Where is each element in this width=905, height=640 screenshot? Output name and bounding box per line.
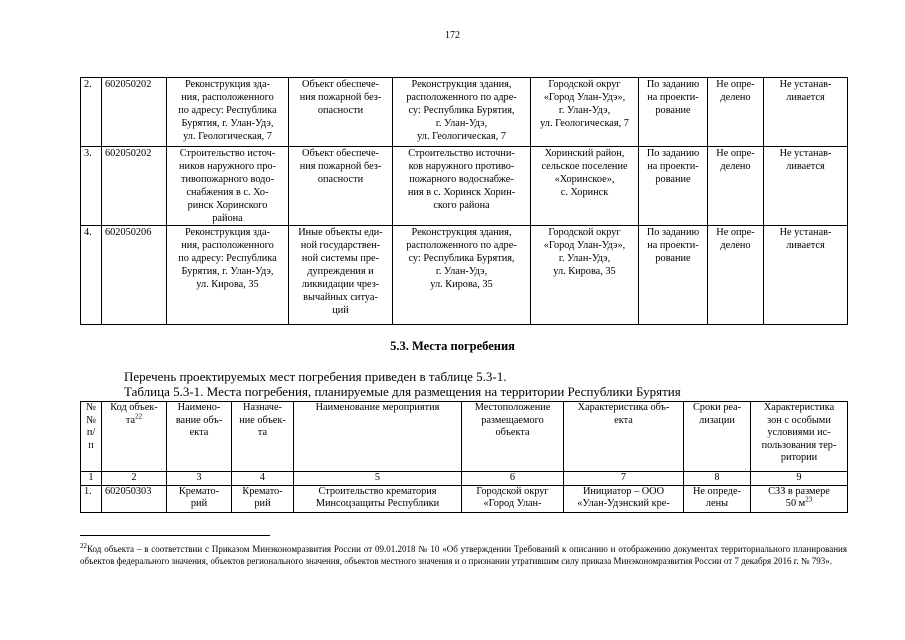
- object-purpose: Кремато- рий: [232, 485, 294, 512]
- header-cell: Местоположение размещаемого объекта: [462, 402, 564, 472]
- col-number: 2: [102, 472, 167, 486]
- header-cell: Характеристика объ- екта: [564, 402, 684, 472]
- code-header-line2: та: [125, 414, 136, 426]
- object-characteristic: Инициатор – ООО «Улан-Удэнский кре-: [564, 485, 684, 512]
- footnote: [80, 543, 847, 567]
- page-number: 172: [445, 30, 460, 41]
- zone-line2: 50 м: [785, 498, 806, 509]
- cell-action: Реконструкция здания, расположенного по адре- су: Республика Бурятия, г. Улан-Удэ, ул. Геологическая, 7: [393, 78, 531, 147]
- header-cell: Наимено- вание объ- екта: [167, 402, 232, 472]
- cell-basis: По заданию на проекти- рование: [639, 226, 708, 325]
- cell-term: Не опре- делено: [708, 147, 764, 226]
- code-header-line1: Код объек-: [110, 402, 158, 413]
- cell-num: 4.: [81, 226, 102, 325]
- col-number: 4: [232, 472, 294, 486]
- table-header-row: [81, 402, 848, 472]
- cell-code: 602050202: [102, 147, 167, 226]
- header-cell: Сроки реа- лизации: [684, 402, 751, 472]
- burial-places-table: [80, 401, 848, 513]
- footnote-marker: 22: [80, 542, 87, 550]
- object-location: Городской округ «Город Улан-: [462, 485, 564, 512]
- cell-location: Городской округ «Город Улан-Удэ», г. Улан-Удэ, ул. Кирова, 35: [531, 226, 639, 325]
- cell-code: 602050202: [102, 78, 167, 147]
- footnote-ref: 23: [805, 495, 813, 504]
- object-name: Кремато- рий: [167, 485, 232, 512]
- cell-action: Строительство источни- ков наружного противо- пожарного водоснабже- ния в с. Хоринск Хорин- ского района: [393, 147, 531, 226]
- column-number-row: [81, 472, 848, 486]
- table-row: [81, 226, 848, 325]
- section-title: 5.3. Места погребения: [390, 339, 515, 353]
- footnote-separator: [80, 535, 270, 536]
- object-zone: [751, 485, 848, 512]
- table-caption: Таблица 5.3-1. Места погребения, планируемые для размещения на территории Республики Бурятия: [124, 384, 681, 399]
- col-number: 8: [684, 472, 751, 486]
- col-number: 3: [167, 472, 232, 486]
- object-term: Не опреде- лены: [684, 485, 751, 512]
- footnote-ref: 22: [135, 412, 143, 421]
- cell-zone: Не устанав- ливается: [764, 147, 848, 226]
- row-number: 1.: [81, 485, 102, 512]
- cell-location: Хоринский район, сельское поселение «Хоринское», с. Хоринск: [531, 147, 639, 226]
- table-row: [81, 78, 848, 147]
- col-number: 1: [81, 472, 102, 486]
- header-cell-code: [102, 402, 167, 472]
- col-number: 6: [462, 472, 564, 486]
- infrastructure-objects-table: [80, 77, 848, 325]
- header-cell: Характеристика зон с особыми условиями ис- пользования тер- ритории: [751, 402, 848, 472]
- header-cell: Наименование мероприятия: [294, 402, 462, 472]
- cell-action: Реконструкция здания, расположенного по адре- су: Республика Бурятия, г. Улан-Удэ, ул. Кирова, 35: [393, 226, 531, 325]
- cell-type: Объект обеспече- ния пожарной без- опасности: [289, 78, 393, 147]
- col-number: 5: [294, 472, 462, 486]
- cell-location: Городской округ «Город Улан-Удэ», г. Улан-Удэ, ул. Геологическая, 7: [531, 78, 639, 147]
- cell-zone: Не устанав- ливается: [764, 226, 848, 325]
- cell-type: Объект обеспече- ния пожарной без- опасности: [289, 147, 393, 226]
- table-row: [81, 485, 848, 512]
- table-row: [81, 147, 848, 226]
- cell-type: Иные объекты еди- ной государствен- ной системы пре- дупреждения и ликвидации чрез- вычайных ситуа- ций: [289, 226, 393, 325]
- object-action: Строительство крематория Минсоцзащиты Республики: [294, 485, 462, 512]
- cell-basis: По заданию на проекти- рование: [639, 78, 708, 147]
- header-cell: Назначе- ние объек- та: [232, 402, 294, 472]
- cell-name: Строительство источ- ников наружного про- тивопожарного водо- снабжения в с. Хо- ринск Хоринского района: [167, 147, 289, 226]
- cell-num: 2.: [81, 78, 102, 147]
- header-cell: № № п/ п: [81, 402, 102, 472]
- cell-num: 3.: [81, 147, 102, 226]
- cell-basis: По заданию на проекти- рование: [639, 147, 708, 226]
- cell-code: 602050206: [102, 226, 167, 325]
- intro-paragraph: Перечень проектируемых мест погребения приведен в таблице 5.3-1.: [124, 369, 507, 384]
- footnote-text: Код объекта – в соответствии с Приказом Минэкономразвития России от 09.01.2018 № 10 «Об утверждении Требований к описанию и отображению документах территориального планирования объектов федерального значения, объектов регионального значения, объектов местного значения и о признании утратившим силу приказа Минэкономразвития России от 7 декабря 2016 г. № 793».: [80, 544, 847, 566]
- cell-zone: Не устанав- ливается: [764, 78, 848, 147]
- col-number: 9: [751, 472, 848, 486]
- cell-name: Реконструкция зда- ния, расположенного по адресу: Республика Бурятия, г. Улан-Удэ, ул. Кирова, 35: [167, 226, 289, 325]
- object-code: 602050303: [102, 485, 167, 512]
- cell-term: Не опре- делено: [708, 78, 764, 147]
- cell-term: Не опре- делено: [708, 226, 764, 325]
- zone-line1: СЗЗ в размере: [768, 485, 830, 497]
- col-number: 7: [564, 472, 684, 486]
- cell-name: Реконструкция зда- ния, расположенного по адресу: Республика Бурятия, г. Улан-Удэ, ул. Геологическая, 7: [167, 78, 289, 147]
